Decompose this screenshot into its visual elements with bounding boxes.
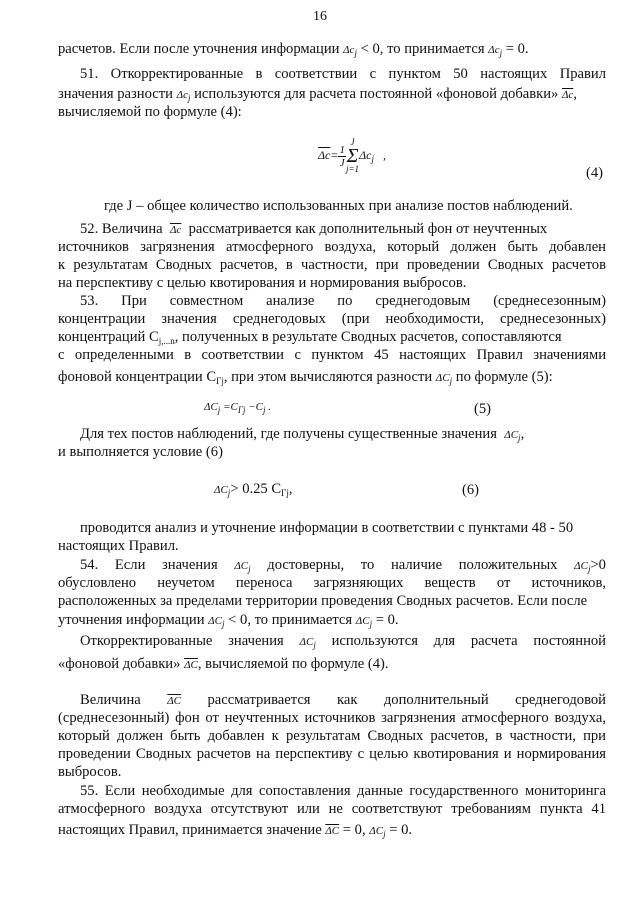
formula-6: $\Delta C_j> 0.25$ $C_{Гj}$, [214,481,293,498]
text-line: выбросов. [58,764,122,780]
paragraph-53-line: фоновой концентрации $C_{Гj}$, при этом вычисляются разности $\Delta C_j$ по формуле (5): [58,369,553,386]
text-line: который должен быть добавлен к результатам Сводных расчетов, в частности, при [58,728,606,744]
paragraph-52-line: на перспективу с целью квотирования и нормирования выбросов. [58,275,467,291]
paragraph-51-line: 51. Откорректированные в соответствии с пунктом 50 настоящих Правил [80,66,606,82]
page-number: 16 [313,9,327,24]
text-line: проведении Сводных расчетов на перспективу с целью квотирования и нормирования [58,746,606,762]
paragraph-53-line: концентрации значения среднегодовых (при необходимости, среднесезонных) [58,311,606,327]
text-line: Для тех постов наблюдений, где получены существенные значения $\Delta C_j$, [80,426,525,443]
formula-4: $\overline{\Delta c}=$ $\frac{1}{J}$ J Σ $j=1\Delta c_j$ , [318,137,386,174]
text-line: «фоновой добавки» $\overline{\Delta C}$, вычисляемой по формуле (4). [58,656,389,672]
paragraph-55-line: 55. Если необходимые для сопоставления данные государственного мониторинга [80,783,606,799]
paragraph-51-line: значения разности $\Delta c_j$ используются для расчета постоянной «фоновой добавки» $\overline{\Delta c}$, [58,86,577,103]
paragraph-55-line: атмосферного воздуха отсутствуют или не соответствуют требованиям пункта 41 [58,801,606,817]
text-line: Величина $\overline{\Delta C}$ рассматривается как дополнительный среднегодовой [80,692,606,708]
formula-5-number: (5) [474,401,492,417]
paragraph-52-line: к результатам Сводных расчетов, в частности, при проведении Сводных расчетов [58,257,606,273]
paragraph-54-line: 54. Если значения $\Delta C_j$ достоверны, то наличие положительных $\Delta C_j>0$ [80,557,606,574]
text-line: проводится анализ и уточнение информации в соответствии с пунктами 48 - 50 [80,520,574,536]
paragraph-53-line: 53. При совместном анализе по среднегодовым (среднесезонным) [80,293,606,309]
text-line: настоящих Правил. [58,538,179,554]
paragraph-52-line: источников загрязнения атмосферного воздуха, который должен быть добавлен [58,239,606,255]
paragraph-53-line: с определенными в соответствии с пунктом 45 настоящих Правил значениями [58,347,606,363]
text-line: расчетов. Если после уточнения информации $\Delta c_j < 0$, то принимается $\Delta c_j = 0$. [58,41,529,58]
where-j-line: где J – общее количество использованных при анализе постов наблюдений. [104,198,573,214]
paragraph-54-line: обусловлено неучетом переноса загрязняющих веществ от источников, [58,575,606,591]
formula-5: $\Delta C_j =C_{Гj} -C_j$ . [204,401,271,415]
paragraph-51-line: вычисляемой по формуле (4): [58,104,242,120]
paragraph-52-line: 52. Величина $\overline{\Delta c}$ рассматривается как дополнительный фон от неучтенных [80,221,548,237]
formula-6-number: (6) [462,482,480,498]
text-line: Откорректированные значения $\Delta C_j$ используются для расчета постоянной [80,633,606,650]
text-line: и выполняется условие (6) [58,444,223,460]
paragraph-54-line: расположенных за пределами территории проведения Сводных расчетов. Если после [58,593,588,609]
paragraph-54-line: уточнения информации $\Delta C_j < 0$, то принимается $\Delta C_j = 0$. [58,612,399,629]
text-line: (среднесезонный) фон от неучтенных источников загрязнения атмосферного воздуха, [58,710,606,726]
paragraph-53-line: концентраций $C_{j,...n}$, полученных в результате Сводных расчетов, сопоставляются [58,329,562,346]
paragraph-55-line: настоящих Правил, принимается значение $\overline{\Delta C} = 0$, $\Delta C_j = 0$. [58,822,413,839]
formula-4-number: (4) [586,165,604,181]
